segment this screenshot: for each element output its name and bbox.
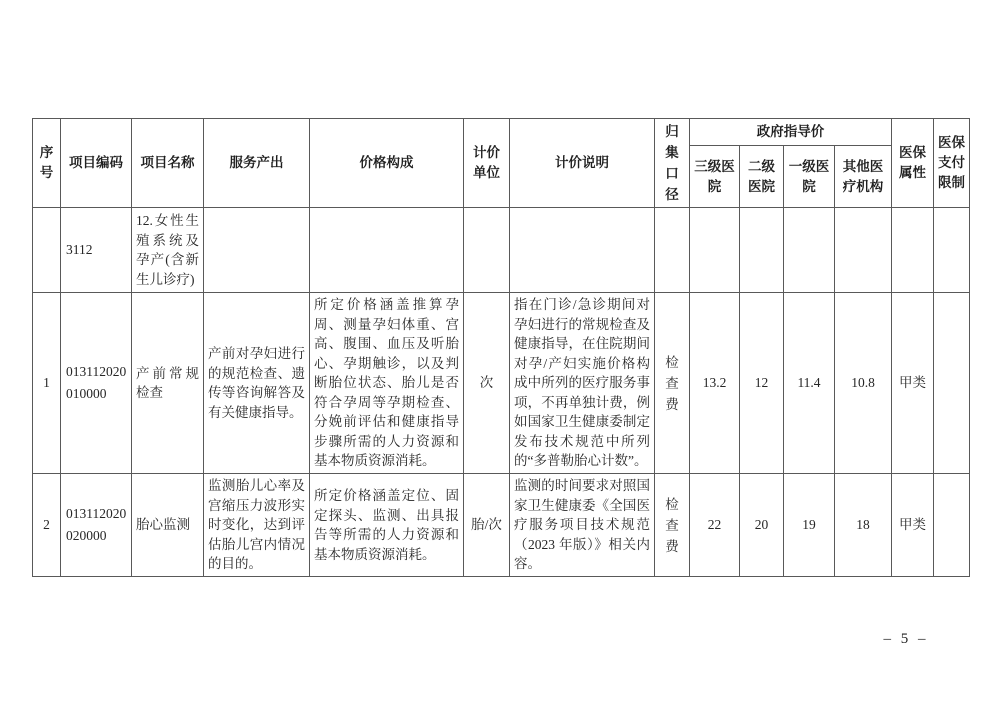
cell-empty	[784, 208, 835, 293]
col-header-tier2: 二级医院	[740, 146, 784, 208]
col-header-pricing-note: 计价说明	[510, 119, 655, 208]
cell-empty	[740, 208, 784, 293]
cell-empty	[892, 208, 934, 293]
cell-empty	[690, 208, 740, 293]
section-name: 12.女性生殖系统及孕产(含新生儿诊疗)	[132, 208, 204, 293]
cell-code: 013112020010000	[61, 293, 132, 474]
col-header-payment-limit: 医保支付限制	[934, 119, 970, 208]
col-header-insurance-attr: 医保属性	[892, 119, 934, 208]
cell-insurance-attr: 甲类	[892, 474, 934, 577]
cell-pricing-note: 监测的时间要求对照国家卫生健康委《全国医疗服务项目技术规范（2023 年版）》相关内容。	[510, 474, 655, 577]
cell-seq: 2	[33, 474, 61, 577]
medical-service-price-table-wrapper	[32, 118, 970, 577]
section-row	[33, 208, 970, 293]
col-header-output: 服务产出	[204, 119, 310, 208]
cell-name: 胎心监测	[132, 474, 204, 577]
cell-empty	[835, 208, 892, 293]
cell-collection: 检查费	[655, 474, 690, 577]
col-header-unit: 计价单位	[464, 119, 510, 208]
col-header-collection: 归集口径	[655, 119, 690, 208]
col-header-other-org: 其他医疗机构	[835, 146, 892, 208]
col-header-tier3: 三级医院	[690, 146, 740, 208]
header-row-top	[33, 119, 970, 146]
section-code: 3112	[61, 208, 132, 293]
cell-price-tier1: 11.4	[784, 293, 835, 474]
table-row	[33, 293, 970, 474]
cell-insurance-attr: 甲类	[892, 293, 934, 474]
col-header-seq: 序号	[33, 119, 61, 208]
col-header-name: 项目名称	[132, 119, 204, 208]
cell-code: 013112020020000	[61, 474, 132, 577]
cell-unit: 胎/次	[464, 474, 510, 577]
cell-seq: 1	[33, 293, 61, 474]
cell-price-tier2: 12	[740, 293, 784, 474]
cell-price-composition: 所定价格涵盖定位、固定探头、监测、出具报告等所需的人力资源和基本物质资源消耗。	[310, 474, 464, 577]
col-header-gov-guide-price: 政府指导价	[690, 119, 892, 146]
cell-seq-empty	[33, 208, 61, 293]
cell-price-other: 10.8	[835, 293, 892, 474]
table-row	[33, 474, 970, 577]
cell-empty	[464, 208, 510, 293]
cell-price-tier3: 13.2	[690, 293, 740, 474]
cell-unit: 次	[464, 293, 510, 474]
cell-payment-limit	[934, 474, 970, 577]
cell-output: 产前对孕妇进行的规范检查、遗传等咨询解答及有关健康指导。	[204, 293, 310, 474]
cell-collection: 检查费	[655, 293, 690, 474]
cell-price-tier3: 22	[690, 474, 740, 577]
cell-payment-limit	[934, 293, 970, 474]
col-header-price-composition: 价格构成	[310, 119, 464, 208]
cell-empty	[204, 208, 310, 293]
col-header-code: 项目编码	[61, 119, 132, 208]
cell-price-other: 18	[835, 474, 892, 577]
cell-price-composition: 所定价格涵盖推算孕周、测量孕妇体重、宫高、腹围、血压及听胎心、孕期触诊，以及判断胎位状态、胎儿是否符合孕周等孕期检查、分娩前评估和健康指导步骤所需的人力资源和基本物质资源消耗。	[310, 293, 464, 474]
price-table	[32, 118, 970, 577]
col-header-tier1: 一级医院	[784, 146, 835, 208]
page-number: – 5 –	[883, 631, 929, 647]
cell-empty	[310, 208, 464, 293]
cell-empty	[655, 208, 690, 293]
cell-price-tier2: 20	[740, 474, 784, 577]
cell-empty	[510, 208, 655, 293]
cell-price-tier1: 19	[784, 474, 835, 577]
cell-empty	[934, 208, 970, 293]
cell-pricing-note: 指在门诊/急诊期间对孕妇进行的常规检查及健康指导，在住院期间对孕/产妇实施价格构成中所列的医疗服务事项，不再单独计费，例如国家卫生健康委制定发布技术规范中所列的“多普勒胎心计数”。	[510, 293, 655, 474]
cell-name: 产前常规检查	[132, 293, 204, 474]
cell-output: 监测胎儿心率及宫缩压力波形实时变化，达到评估胎儿宫内情况的目的。	[204, 474, 310, 577]
